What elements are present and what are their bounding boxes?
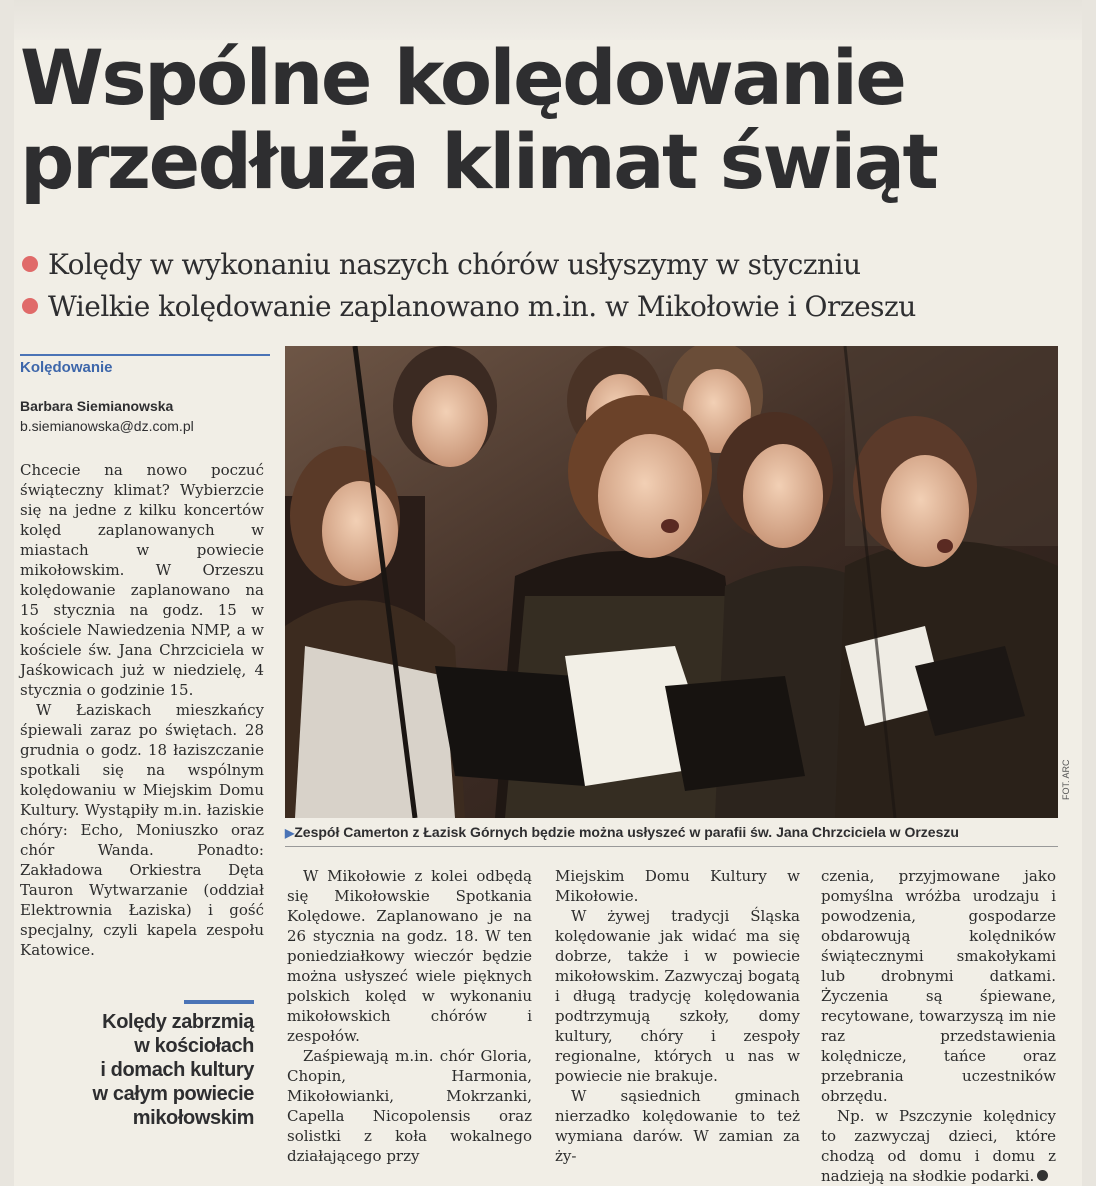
author-email: b.siemianowska@dz.com.pl xyxy=(20,418,194,434)
pull-quote-line: w całym powiecie xyxy=(92,1083,254,1105)
pull-quote-line: mikołowskim xyxy=(132,1107,254,1129)
body-column-1 xyxy=(20,460,264,960)
body-column-4 xyxy=(821,866,1056,1186)
pull-quote-rule xyxy=(184,1000,254,1004)
lead-bullet-text: Wielkie kolędowanie zaplanowano m.in. w Mikołowie i Orzeszu xyxy=(48,290,916,323)
headline-line-2: przedłuża klimat świąt xyxy=(20,117,937,206)
body-column-2 xyxy=(287,866,532,1166)
body-paragraph: Miejskim Domu Kultury w Mikołowie. xyxy=(555,867,800,905)
choir-photo-illustration xyxy=(285,346,1058,818)
pull-quote xyxy=(40,1000,254,1130)
lead-bullet xyxy=(22,286,916,328)
pull-quote-text xyxy=(40,1010,254,1130)
adjacent-article-bleed-left xyxy=(0,0,14,1186)
kicker-divider xyxy=(20,354,270,356)
photo-caption xyxy=(285,824,1058,840)
body-paragraph: Zaśpiewają m.in. chór Gloria, Chopin, Harmonia, Mikołowianki, Mokrzanki, Capella Nicopolensis oraz solistki z koła wokalnego działającego przy xyxy=(287,1047,532,1165)
pull-quote-line: i domach kultury xyxy=(100,1059,254,1081)
author-name: Barbara Siemianowska xyxy=(20,398,174,414)
body-paragraph: W Mikołowie z kolei odbędą się Mikołowskie Spotkania Kolędowe. Zaplanowano je na 26 stycznia na godz. 18. W ten poniedziałkowy wieczór będzie można usłyszeć wiele pięknych polskich kolęd w wykonaniu mikołowskich chórów i zespołów. xyxy=(287,867,532,1045)
caption-arrow-icon: ▶ xyxy=(285,826,295,840)
body-paragraph-text: Np. w Pszczynie kolędnicy to zazwyczaj dzieci, które chodzą od domu i domu z nadzieją na słodkie podarki. xyxy=(821,1107,1056,1185)
pull-quote-line: Kolędy zabrzmią xyxy=(102,1011,254,1033)
body-paragraph: czenia, przyjmowane jako pomyślna wróżba urodzaju i powodzenia, gospodarze obdarowują kolędników świątecznymi smakołykami lub drobnymi datkami. Życzenia są śpiewane, recytowane, towarzyszą im nie raz przedstawienia kolędnicze, tańce oraz przebrania uczestników obrzędu. xyxy=(821,867,1056,1105)
body-paragraph: W sąsiednich gminach nierzadko kolędowanie to też wymiana darów. W zamian za ży- xyxy=(555,1087,800,1165)
lead-bullet-text: Kolędy w wykonaniu naszych chórów usłyszymy w styczniu xyxy=(48,248,861,281)
bullet-dot-icon xyxy=(22,256,38,272)
caption-divider xyxy=(285,846,1058,847)
body-paragraph: W żywej tradycji Śląska kolędowanie jak widać ma się dobrze, także i w powiecie mikołowskim. Zazwyczaj bogatą i długą tradycję kolędowania podtrzymują szkoły, domy kultury, chóry i zespoły regionalne, których u nas w powiecie nie brakuje. xyxy=(555,907,800,1085)
photo-caption-text: Zespół Camerton z Łazisk Górnych będzie można usłyszeć w parafii św. Jana Chrzciciela w Orzeszu xyxy=(294,824,959,840)
section-kicker: Kolędowanie xyxy=(20,359,113,376)
lead-bullet xyxy=(22,244,916,286)
headline-line-1: Wspólne kolędowanie xyxy=(20,33,905,122)
body-column-3 xyxy=(555,866,800,1166)
body-paragraph xyxy=(821,1106,1056,1186)
photo-credit: FOT. ARC xyxy=(1061,759,1071,800)
adjacent-article-bleed-right xyxy=(1082,0,1096,1186)
body-paragraph: Chcecie na nowo poczuć świąteczny klimat? Wybierzcie się na jedne z kilku koncertów kolęd zaplanowanych w miastach w powiecie mikołowskim. W Orzeszu kolędowanie zaplanowano na 15 stycznia na godz. 15 w kościele Nawiedzenia NMP, a w kościele św. Jana Chrzciciela w Jaśkowicach już w niedzielę, 4 stycznia o godzinie 15. xyxy=(20,461,264,699)
lead-bullets xyxy=(22,244,916,328)
headline xyxy=(20,33,1080,206)
end-of-article-icon xyxy=(1037,1170,1048,1181)
body-paragraph: W Łaziskach mieszkańcy śpiewali zaraz po świętach. 28 grudnia o godz. 18 łaziszczanie spotkali się na wspólnym kolędowaniu w Miejskim Domu Kultury. Wystąpiły m.in. łaziskie chóry: Echo, Moniuszko oraz chór Wanda. Ponadto: Zakładowa Orkiestra Dęta Tauron Wytwarzanie (oddział Elektrownia Łaziska) i gość specjalny, czyli kapela zespołu Katowice. xyxy=(20,701,264,959)
choir-photo xyxy=(285,346,1058,818)
pull-quote-line: w kościołach xyxy=(134,1035,254,1057)
bullet-dot-icon xyxy=(22,298,38,314)
